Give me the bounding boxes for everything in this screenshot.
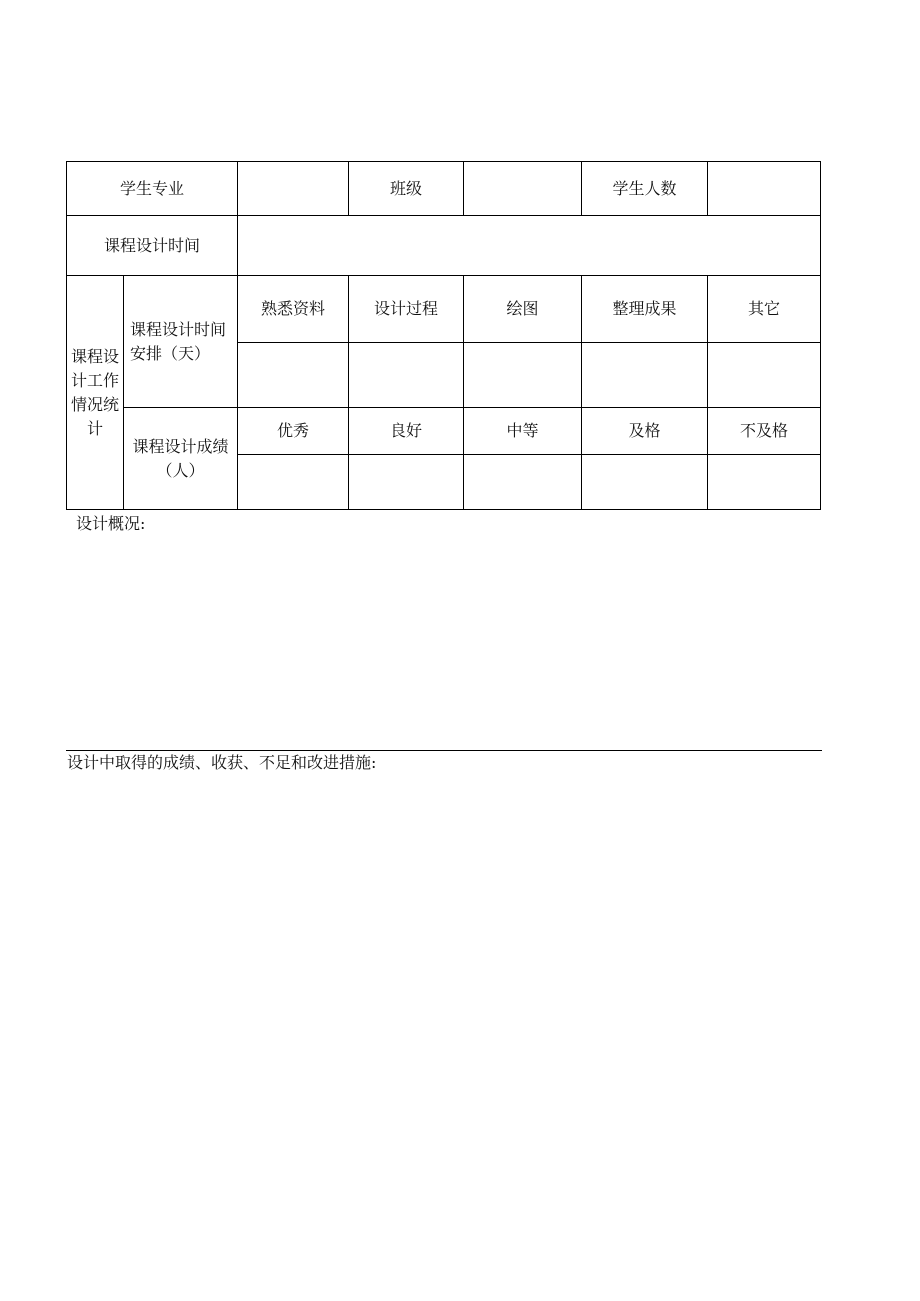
row-basic-info (67, 162, 821, 216)
schedule-value-drawing[interactable] (464, 343, 582, 408)
grade-value-pass[interactable] (582, 455, 708, 510)
grade-value-good[interactable] (349, 455, 464, 510)
work-stats-label: 课程设计工作情况统计 (67, 276, 124, 510)
grade-value-excellent[interactable] (238, 455, 349, 510)
schedule-header-other: 其它 (708, 276, 821, 343)
design-overview-label: 设计概况: (76, 514, 146, 533)
section-divider (66, 750, 822, 751)
course-design-form-table (66, 161, 821, 510)
grade-header-medium: 中等 (464, 408, 582, 455)
grade-value-fail[interactable] (708, 455, 821, 510)
student-count-label: 学生人数 (582, 162, 708, 216)
grade-header-good: 良好 (349, 408, 464, 455)
grade-value-medium[interactable] (464, 455, 582, 510)
schedule-value-familiarize[interactable] (238, 343, 349, 408)
row-design-time (67, 216, 821, 276)
class-label: 班级 (349, 162, 464, 216)
schedule-value-other[interactable] (708, 343, 821, 408)
grade-header-fail: 不及格 (708, 408, 821, 455)
row-schedule-headers (67, 276, 821, 343)
grades-label: 课程设计成绩（人） (124, 408, 238, 510)
student-count-value[interactable] (708, 162, 821, 216)
grade-header-excellent: 优秀 (238, 408, 349, 455)
grade-header-pass: 及格 (582, 408, 708, 455)
schedule-value-organize-results[interactable] (582, 343, 708, 408)
student-major-label: 学生专业 (67, 162, 238, 216)
design-time-value[interactable] (238, 216, 821, 276)
design-time-label: 课程设计时间 (67, 216, 238, 276)
schedule-header-organize-results: 整理成果 (582, 276, 708, 343)
student-major-value[interactable] (238, 162, 349, 216)
schedule-label: 课程设计时间安排（天） (124, 276, 238, 408)
design-outcomes-label: 设计中取得的成绩、收获、不足和改进措施: (67, 753, 377, 772)
schedule-header-design-process: 设计过程 (349, 276, 464, 343)
schedule-value-design-process[interactable] (349, 343, 464, 408)
schedule-header-familiarize: 熟悉资料 (238, 276, 349, 343)
schedule-header-drawing: 绘图 (464, 276, 582, 343)
row-grade-headers (67, 408, 821, 455)
class-value[interactable] (464, 162, 582, 216)
